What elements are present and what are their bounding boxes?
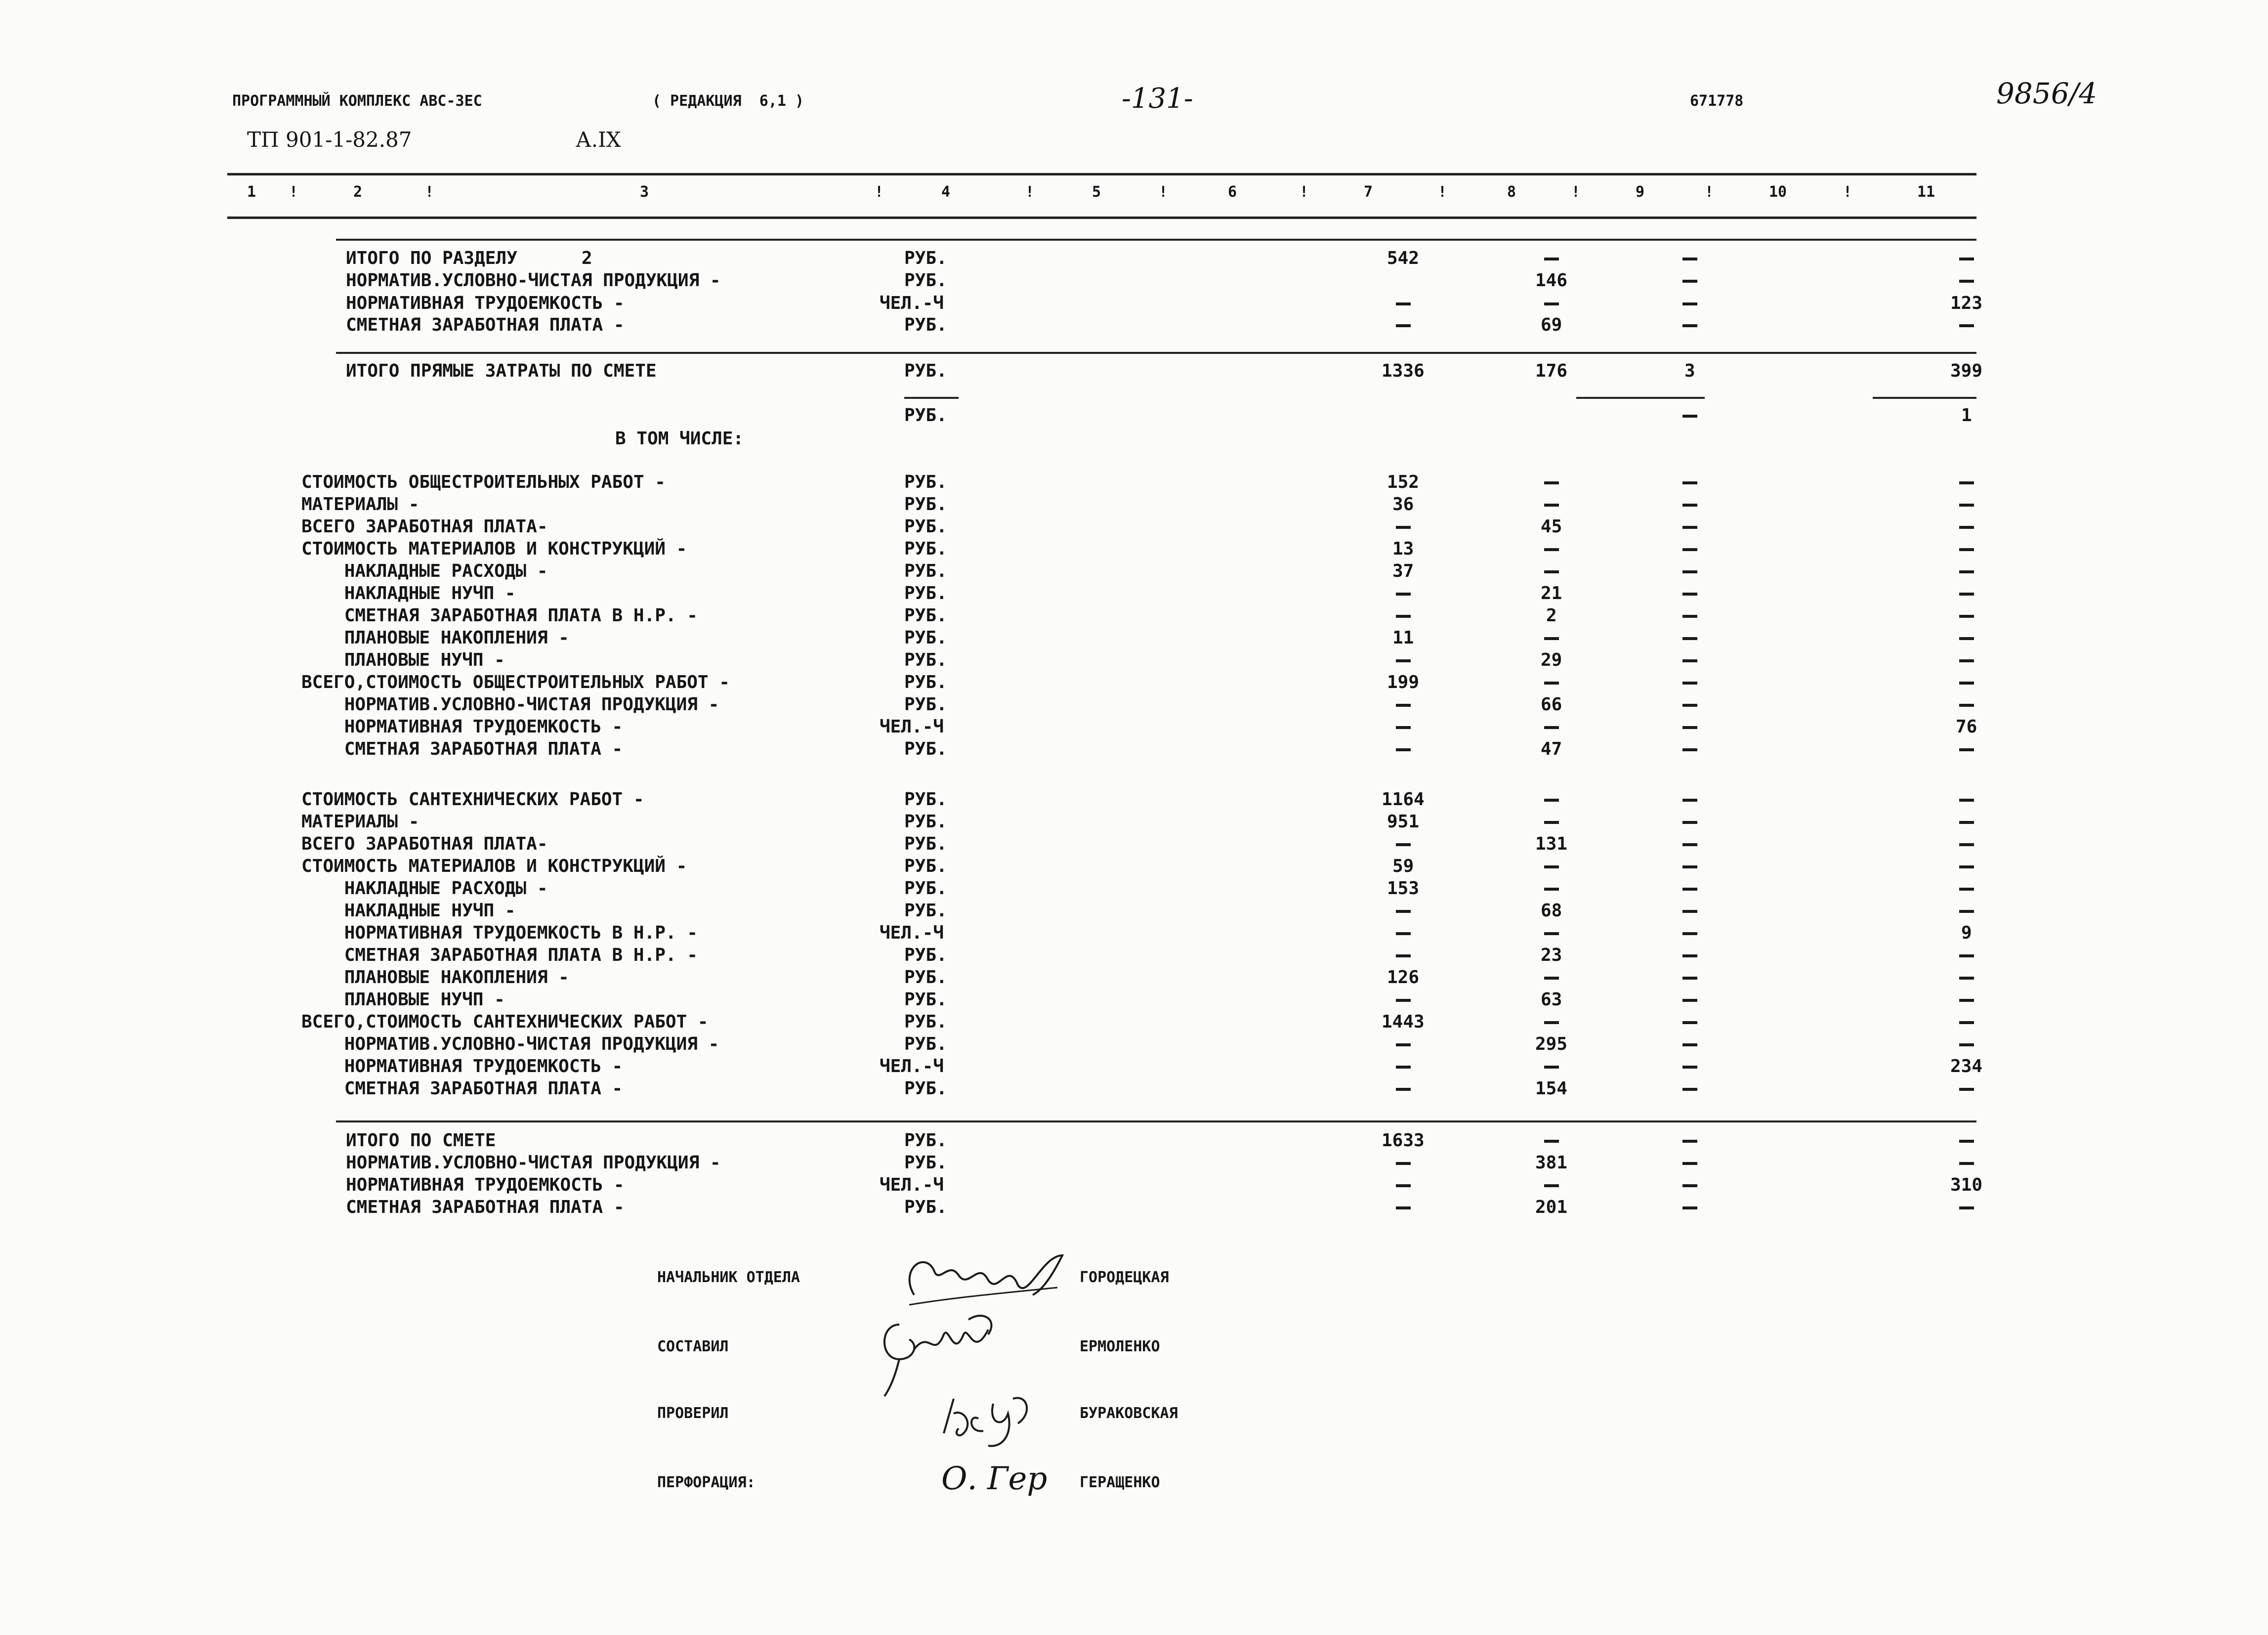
dash-mark — [1544, 888, 1559, 891]
section-rule-3 — [336, 1120, 1976, 1122]
row-unit: РУБ. — [904, 878, 947, 899]
row-unit: РУБ. — [904, 672, 947, 692]
archive-number: 9856/4 — [1996, 77, 2098, 110]
cell-value-c8: 45 — [1541, 516, 1562, 537]
column-separator: ! — [875, 183, 884, 201]
signature-perforation: О. Гер — [941, 1461, 1048, 1497]
subtotal-rule-c11 — [1873, 397, 1976, 399]
dash-mark — [1544, 865, 1559, 868]
row-unit: ЧЕЛ.-Ч — [880, 923, 944, 943]
row-label: СТОИМОСТЬ МАТЕРИАЛОВ И КОНСТРУКЦИЙ - — [301, 856, 687, 876]
dash-mark — [1396, 324, 1411, 327]
dash-mark — [1959, 799, 1974, 802]
dash-mark — [1959, 865, 1974, 868]
signature-role: ПРОВЕРИЛ — [657, 1405, 729, 1422]
signature-checker — [929, 1384, 1048, 1448]
cell-value-c8: 131 — [1535, 834, 1568, 854]
dash-mark — [1396, 843, 1411, 846]
cell-value-c8: 176 — [1535, 361, 1568, 381]
row-unit: РУБ. — [904, 650, 947, 670]
cell-value-c9: 3 — [1684, 361, 1695, 381]
row-unit: РУБ. — [904, 1197, 947, 1217]
row-label: СМЕТНАЯ ЗАРАБОТНАЯ ПЛАТА В Н.Р. - — [301, 605, 698, 626]
dash-mark — [1959, 481, 1974, 484]
row-unit: РУБ. — [904, 739, 947, 759]
column-number: 3 — [640, 183, 649, 201]
dash-mark — [1959, 615, 1974, 618]
row-label: НОРМАТИВ.УСЛОВНО-ЧИСТАЯ ПРОДУКЦИЯ - — [346, 270, 721, 291]
column-separator: ! — [1843, 183, 1852, 201]
dash-mark — [1959, 504, 1974, 507]
dash-mark — [1544, 1184, 1559, 1187]
edition: ( РЕДАКЦИЯ 6,1 ) — [652, 92, 804, 110]
dash-mark — [1682, 821, 1697, 824]
dash-mark — [1682, 1066, 1697, 1069]
dash-mark — [1959, 748, 1974, 751]
row-label: НОРМАТИВНАЯ ТРУДОЕМКОСТЬ - — [301, 1056, 623, 1076]
column-number: 4 — [941, 183, 951, 201]
cell-value-c7: 37 — [1392, 561, 1414, 581]
signature-role: ПЕРФОРАЦИЯ: — [657, 1474, 756, 1491]
row-unit: РУБ. — [904, 539, 947, 559]
dash-mark — [1959, 593, 1974, 596]
row-label: НОРМАТИВНАЯ ТРУДОЕМКОСТЬ В Н.Р. - — [301, 923, 698, 943]
dash-mark — [1682, 526, 1697, 529]
cell-value-c7: 13 — [1392, 539, 1414, 559]
row-unit: РУБ. — [904, 605, 947, 626]
cell-value-c8: 381 — [1535, 1153, 1568, 1173]
dash-mark — [1682, 637, 1697, 640]
row-label: НАКЛАДНЫЕ РАСХОДЫ - — [301, 878, 548, 899]
column-number: 5 — [1092, 183, 1101, 201]
dash-mark — [1544, 302, 1559, 305]
signature-head — [894, 1241, 1072, 1315]
row-unit: РУБ. — [904, 405, 947, 426]
dash-mark — [1544, 726, 1559, 729]
signatory-name: ГОРОДЕЦКАЯ — [1080, 1269, 1169, 1286]
dash-mark — [1682, 748, 1697, 751]
row-label: ИТОГО ПО РАЗДЕЛУ 2 — [346, 248, 592, 268]
dash-mark — [1682, 888, 1697, 891]
dash-mark — [1396, 659, 1411, 662]
cell-value-c11: 76 — [1956, 717, 1977, 737]
dash-mark — [1959, 888, 1974, 891]
dash-mark — [1682, 1043, 1697, 1046]
dash-mark — [1396, 954, 1411, 957]
row-unit: РУБ. — [904, 1153, 947, 1173]
dash-mark — [1544, 1140, 1559, 1143]
column-separator: ! — [1438, 183, 1447, 201]
dash-mark — [1959, 548, 1974, 551]
cell-value-c8: 2 — [1546, 605, 1557, 626]
dash-mark — [1396, 1043, 1411, 1046]
dash-mark — [1396, 1184, 1411, 1187]
column-number: 9 — [1636, 183, 1645, 201]
cell-value-c7: 153 — [1387, 878, 1420, 899]
row-unit: РУБ. — [904, 628, 947, 648]
dash-mark — [1682, 659, 1697, 662]
cell-value-c8: 68 — [1541, 901, 1562, 921]
dash-mark — [1959, 324, 1974, 327]
dash-mark — [1682, 1088, 1697, 1091]
dash-mark — [1682, 504, 1697, 507]
row-unit: РУБ. — [904, 789, 947, 810]
row-unit: РУБ. — [904, 1034, 947, 1054]
dash-mark — [1682, 1162, 1697, 1165]
dash-mark — [1959, 1043, 1974, 1046]
cell-value-c7: 11 — [1392, 628, 1414, 648]
project-code: ТП 901-1-82.87 — [247, 128, 412, 152]
dash-mark — [1682, 415, 1697, 418]
row-label: НОРМАТИВ.УСЛОВНО-ЧИСТАЯ ПРОДУКЦИЯ - — [301, 1034, 719, 1054]
row-label: ВСЕГО,СТОИМОСТЬ ОБЩЕСТРОИТЕЛЬНЫХ РАБОТ - — [301, 672, 730, 692]
dash-mark — [1396, 1066, 1411, 1069]
dash-mark — [1682, 615, 1697, 618]
signatory-name: ЕРМОЛЕНКО — [1080, 1338, 1160, 1355]
dash-mark — [1682, 954, 1697, 957]
dash-mark — [1959, 1206, 1974, 1209]
cell-value-c7: 542 — [1387, 248, 1420, 268]
dash-mark — [1544, 548, 1559, 551]
dash-mark — [1959, 1088, 1974, 1091]
dash-mark — [1682, 324, 1697, 327]
row-label: НАКЛАДНЫЕ НУЧП - — [301, 901, 516, 921]
row-unit: РУБ. — [904, 990, 947, 1010]
dash-mark — [1959, 821, 1974, 824]
row-unit: РУБ. — [904, 561, 947, 581]
column-number: 11 — [1917, 183, 1935, 201]
row-unit: РУБ. — [904, 1012, 947, 1032]
dash-mark — [1682, 302, 1697, 305]
row-label: СТОИМОСТЬ МАТЕРИАЛОВ И КОНСТРУКЦИЙ - — [301, 539, 687, 559]
column-separator: ! — [1705, 183, 1714, 201]
section-rule-2 — [336, 352, 1976, 354]
dash-mark — [1959, 704, 1974, 707]
dash-mark — [1682, 999, 1697, 1002]
dash-mark — [1959, 910, 1974, 913]
dash-mark — [1682, 593, 1697, 596]
dash-mark — [1682, 726, 1697, 729]
dash-mark — [1544, 821, 1559, 824]
row-label: НОРМАТИВНАЯ ТРУДОЕМКОСТЬ - — [301, 717, 623, 737]
row-label: НАКЛАДНЫЕ РАСХОДЫ - — [301, 561, 548, 581]
dash-mark — [1959, 843, 1974, 846]
dash-mark — [1682, 1021, 1697, 1024]
dash-mark — [1544, 570, 1559, 573]
column-number: 1 — [247, 183, 256, 201]
row-unit: РУБ. — [904, 270, 947, 291]
column-separator: ! — [289, 183, 298, 201]
column-number: 8 — [1507, 183, 1516, 201]
dash-mark — [1959, 977, 1974, 980]
dash-mark — [1959, 659, 1974, 662]
row-unit: РУБ. — [904, 856, 947, 876]
dash-mark — [1682, 1140, 1697, 1143]
cell-value-c8: 47 — [1541, 739, 1562, 759]
row-label: ВСЕГО ЗАРАБОТНАЯ ПЛАТА- — [301, 516, 548, 537]
row-label: СМЕТНАЯ ЗАРАБОТНАЯ ПЛАТА - — [301, 1078, 623, 1099]
row-label: НОРМАТИВНАЯ ТРУДОЕМКОСТЬ - — [346, 293, 625, 313]
dash-mark — [1396, 1088, 1411, 1091]
dash-mark — [1396, 704, 1411, 707]
cell-value-c11: 310 — [1950, 1175, 1983, 1195]
dash-mark — [1682, 258, 1697, 260]
subtotal-rule-c8 — [1576, 397, 1705, 399]
dash-mark — [1396, 1206, 1411, 1209]
row-unit: РУБ. — [904, 812, 947, 832]
dash-mark — [1959, 637, 1974, 640]
header-rule-bottom — [227, 216, 1976, 219]
dash-mark — [1396, 615, 1411, 618]
dash-mark — [1959, 954, 1974, 957]
dash-mark — [1959, 280, 1974, 283]
dash-mark — [1544, 977, 1559, 980]
signature-role: СОСТАВИЛ — [657, 1338, 729, 1355]
column-separator: ! — [1159, 183, 1168, 201]
dash-mark — [1544, 799, 1559, 802]
signatory-name: ГЕРАЩЕНКО — [1080, 1474, 1160, 1491]
dash-mark — [1682, 481, 1697, 484]
cell-value-c8: 29 — [1541, 650, 1562, 670]
row-label: СТОИМОСТЬ САНТЕХНИЧЕСКИХ РАБОТ - — [301, 789, 644, 810]
header-rule-top — [227, 173, 1976, 175]
row-label: ВСЕГО,СТОИМОСТЬ САНТЕХНИЧЕСКИХ РАБОТ - — [301, 1012, 709, 1032]
dash-mark — [1959, 1140, 1974, 1143]
cell-value-c7: 36 — [1392, 494, 1414, 515]
dash-mark — [1396, 302, 1411, 305]
section-rule-1 — [336, 239, 1976, 241]
column-number: 7 — [1364, 183, 1373, 201]
cell-value-c8: 63 — [1541, 990, 1562, 1010]
row-unit: РУБ. — [904, 967, 947, 988]
dash-mark — [1959, 258, 1974, 260]
cell-value-c7: 59 — [1392, 856, 1414, 876]
subheading: В ТОМ ЧИСЛЕ: — [615, 429, 744, 449]
dash-mark — [1544, 932, 1559, 935]
row-unit: РУБ. — [904, 834, 947, 854]
row-label: СМЕТНАЯ ЗАРАБОТНАЯ ПЛАТА - — [346, 315, 625, 335]
row-label: ПЛАНОВЫЕ НУЧП - — [301, 650, 505, 670]
column-number: 2 — [353, 183, 363, 201]
column-separator: ! — [1025, 183, 1035, 201]
dash-mark — [1396, 593, 1411, 596]
row-unit: РУБ. — [904, 494, 947, 515]
document-code: 671778 — [1690, 92, 1744, 110]
cell-value-c8: 201 — [1535, 1197, 1568, 1217]
album-number: А.IX — [576, 128, 621, 152]
dash-mark — [1396, 748, 1411, 751]
dash-mark — [1682, 682, 1697, 685]
dash-mark — [1544, 637, 1559, 640]
signature-role: НАЧАЛЬНИК ОТДЕЛА — [657, 1269, 800, 1286]
row-label: ИТОГО ПРЯМЫЕ ЗАТРАТЫ ПО СМЕТЕ — [346, 361, 657, 381]
cell-value-c11: 9 — [1961, 923, 1972, 943]
cell-value-c7: 199 — [1387, 672, 1420, 692]
dash-mark — [1959, 1162, 1974, 1165]
dash-mark — [1682, 865, 1697, 868]
dash-mark — [1396, 999, 1411, 1002]
dash-mark — [1682, 977, 1697, 980]
row-label: ИТОГО ПО СМЕТЕ — [346, 1130, 496, 1151]
dash-mark — [1682, 704, 1697, 707]
row-unit: РУБ. — [904, 583, 947, 603]
row-label: НОРМАТИВ.УСЛОВНО-ЧИСТАЯ ПРОДУКЦИЯ - — [346, 1153, 721, 1173]
row-unit: ЧЕЛ.-Ч — [880, 293, 944, 313]
cell-value-c7: 1633 — [1382, 1130, 1425, 1151]
row-label: НОРМАТИВ.УСЛОВНО-ЧИСТАЯ ПРОДУКЦИЯ - — [301, 694, 719, 715]
dash-mark — [1682, 1184, 1697, 1187]
dash-mark — [1544, 1021, 1559, 1024]
dash-mark — [1682, 548, 1697, 551]
dash-mark — [1959, 999, 1974, 1002]
cell-value-c11: 1 — [1961, 405, 1972, 426]
row-label: СМЕТНАЯ ЗАРАБОТНАЯ ПЛАТА - — [346, 1197, 625, 1217]
column-number: 6 — [1228, 183, 1237, 201]
row-unit: РУБ. — [904, 472, 947, 492]
dash-mark — [1682, 280, 1697, 283]
cell-value-c7: 126 — [1387, 967, 1420, 988]
row-unit: РУБ. — [904, 1078, 947, 1099]
unit-rule — [904, 397, 959, 399]
row-unit: РУБ. — [904, 1130, 947, 1151]
dash-mark — [1396, 910, 1411, 913]
dash-mark — [1682, 1206, 1697, 1209]
cell-value-c8: 69 — [1541, 315, 1562, 335]
row-label: ПЛАНОВЫЕ НАКОПЛЕНИЯ - — [301, 967, 569, 988]
dash-mark — [1396, 1162, 1411, 1165]
row-unit: РУБ. — [904, 694, 947, 715]
row-unit: ЧЕЛ.-Ч — [880, 717, 944, 737]
row-label: МАТЕРИАЛЫ - — [301, 494, 420, 515]
row-label: НАКЛАДНЫЕ НУЧП - — [301, 583, 516, 603]
dash-mark — [1396, 526, 1411, 529]
cell-value-c8: 154 — [1535, 1078, 1568, 1099]
row-label: ПЛАНОВЫЕ НАКОПЛЕНИЯ - — [301, 628, 569, 648]
cell-value-c7: 1164 — [1382, 789, 1425, 810]
row-label: СТОИМОСТЬ ОБЩЕСТРОИТЕЛЬНЫХ РАБОТ - — [301, 472, 666, 492]
row-label: СМЕТНАЯ ЗАРАБОТНАЯ ПЛАТА - — [301, 739, 623, 759]
dash-mark — [1544, 1066, 1559, 1069]
row-label: ПЛАНОВЫЕ НУЧП - — [301, 990, 505, 1010]
dash-mark — [1959, 570, 1974, 573]
row-label: МАТЕРИАЛЫ - — [301, 812, 420, 832]
column-number: 10 — [1769, 183, 1787, 201]
row-unit: РУБ. — [904, 248, 947, 268]
cell-value-c7: 1443 — [1382, 1012, 1425, 1032]
column-separator: ! — [1571, 183, 1581, 201]
cell-value-c8: 21 — [1541, 583, 1562, 603]
cell-value-c8: 66 — [1541, 694, 1562, 715]
row-unit: ЧЕЛ.-Ч — [880, 1175, 944, 1195]
cell-value-c11: 123 — [1950, 293, 1983, 313]
dash-mark — [1544, 504, 1559, 507]
cell-value-c7: 1336 — [1382, 361, 1425, 381]
cell-value-c7: 152 — [1387, 472, 1420, 492]
cell-value-c8: 146 — [1535, 270, 1568, 291]
dash-mark — [1959, 526, 1974, 529]
signatory-name: БУРАКОВСКАЯ — [1080, 1405, 1178, 1422]
cell-value-c7: 951 — [1387, 812, 1420, 832]
row-unit: РУБ. — [904, 901, 947, 921]
row-unit: РУБ. — [904, 945, 947, 965]
cell-value-c11: 234 — [1950, 1056, 1983, 1076]
page-number: -131- — [1122, 83, 1193, 115]
row-unit: РУБ. — [904, 315, 947, 335]
cell-value-c8: 23 — [1541, 945, 1562, 965]
dash-mark — [1682, 932, 1697, 935]
dash-mark — [1544, 258, 1559, 260]
dash-mark — [1396, 932, 1411, 935]
dash-mark — [1682, 910, 1697, 913]
row-label: ВСЕГО ЗАРАБОТНАЯ ПЛАТА- — [301, 834, 548, 854]
dash-mark — [1959, 682, 1974, 685]
dash-mark — [1682, 570, 1697, 573]
dash-mark — [1682, 843, 1697, 846]
column-separator: ! — [425, 183, 434, 201]
dash-mark — [1682, 799, 1697, 802]
row-unit: ЧЕЛ.-Ч — [880, 1056, 944, 1076]
column-separator: ! — [1300, 183, 1309, 201]
dash-mark — [1959, 1021, 1974, 1024]
row-unit: РУБ. — [904, 361, 947, 381]
dash-mark — [1396, 726, 1411, 729]
row-label: НОРМАТИВНАЯ ТРУДОЕМКОСТЬ - — [346, 1175, 625, 1195]
dash-mark — [1544, 682, 1559, 685]
program-title: ПРОГРАММНЫЙ КОМПЛЕКС АВС-3ЕС — [232, 92, 482, 110]
cell-value-c8: 295 — [1535, 1034, 1568, 1054]
cell-value-c11: 399 — [1950, 361, 1983, 381]
row-unit: РУБ. — [904, 516, 947, 537]
row-label: СМЕТНАЯ ЗАРАБОТНАЯ ПЛАТА В Н.Р. - — [301, 945, 698, 965]
dash-mark — [1544, 481, 1559, 484]
